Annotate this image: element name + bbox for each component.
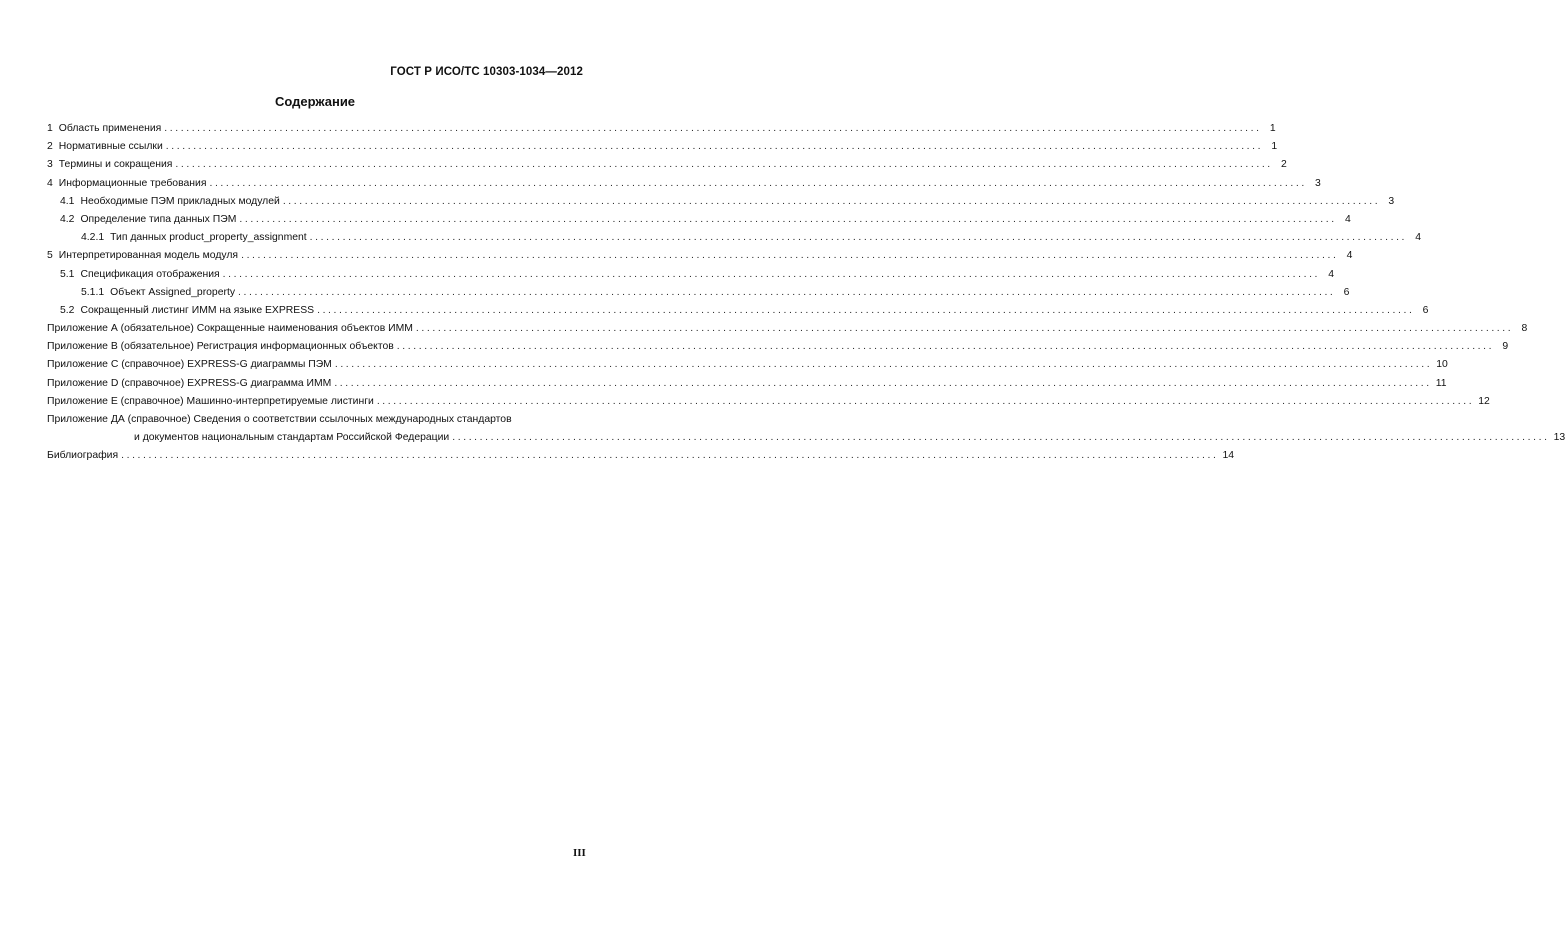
- document-code: ГОСТ Р ИСО/ТС 10303-1034—2012: [390, 66, 583, 78]
- toc-entry-label: Приложение D (справочное) EXPRESS-G диаграмма ИММ: [47, 377, 332, 389]
- toc-entry-label: Тип данных product_property_assignment: [110, 232, 307, 244]
- toc-entry-label: Приложение А (обязательное) Сокращенные наименования объектов ИММ: [47, 323, 413, 335]
- page-number: III: [573, 847, 586, 859]
- toc-entry-bibliography[interactable]: [47, 448, 1235, 466]
- toc-leader: ........................................................................................................................................................................................................: [239, 213, 1337, 225]
- toc-entry-appendix-c[interactable]: [47, 357, 1448, 375]
- toc-leader: ........................................................................................................................................................................................................: [309, 232, 1408, 244]
- toc-entry-number: 4.1: [60, 195, 75, 207]
- toc-leader: ........................................................................................................................................................................................................: [334, 359, 1433, 371]
- toc-entry-page: 14: [1222, 450, 1235, 461]
- toc-entry-label: Интерпретированная модель модуля: [58, 250, 239, 262]
- toc-leader: ........................................................................................................................................................................................................: [376, 395, 1475, 407]
- toc-entry-label: Определение типа данных ПЭМ: [80, 213, 237, 225]
- toc-entry[interactable]: [47, 267, 1335, 285]
- toc-entry-number: 5.1: [60, 268, 75, 280]
- toc-entry-appendix-d[interactable]: [47, 376, 1447, 394]
- toc-entry[interactable]: [47, 212, 1351, 230]
- toc-entry-appendix-e[interactable]: [47, 394, 1490, 412]
- toc-entry-appendix-a[interactable]: [47, 321, 1528, 339]
- toc-entry-number: 4.2.1: [81, 232, 105, 244]
- toc-entry-page: 9: [1502, 341, 1509, 353]
- toc-leader: ........................................................................................................................................................................................................: [222, 268, 1321, 280]
- toc-entry-label: Сокращенный листинг ИММ на языке EXPRESS: [80, 304, 315, 316]
- toc-leader: ........................................................................................................................................................................................................: [317, 304, 1415, 316]
- toc-leader: ........................................................................................................................................................................................................: [282, 195, 1381, 207]
- toc-entry-page: 1: [1269, 123, 1276, 134]
- toc-entry-page: 8: [1521, 323, 1528, 335]
- toc-leader: ........................................................................................................................................................................................................: [415, 323, 1514, 335]
- toc-leader: ........................................................................................................................................................................................................: [121, 450, 1219, 461]
- table-of-contents: [47, 121, 1565, 466]
- toc-entry-label: Термины и сокращения: [58, 159, 173, 171]
- toc-entry[interactable]: [47, 157, 1287, 175]
- toc-entry-number: 4: [47, 177, 53, 189]
- toc-entry-number: 3: [47, 159, 53, 171]
- toc-entry-page: 4: [1346, 250, 1353, 262]
- toc-entry-appendix-da[interactable]: [47, 412, 1565, 448]
- toc-entry-appendix-b[interactable]: [47, 339, 1509, 357]
- toc-leader: ........................................................................................................................................................................................................: [452, 432, 1550, 443]
- toc-entry-label: Приложение С (справочное) EXPRESS-G диаграммы ПЭМ: [47, 359, 332, 371]
- toc-entry[interactable]: [47, 121, 1276, 139]
- toc-entry-number: 5: [47, 250, 53, 262]
- toc-entry-page: 1: [1271, 141, 1278, 153]
- toc-entry-label: Объект Assigned_property: [110, 286, 236, 298]
- toc-leader: ........................................................................................................................................................................................................: [209, 177, 1307, 189]
- toc-entry-label: Необходимые ПЭМ прикладных модулей: [80, 195, 280, 207]
- toc-entry-number: 1: [47, 123, 53, 134]
- toc-entry-number: 4.2: [60, 213, 75, 225]
- toc-entry-page: 4: [1344, 213, 1351, 225]
- toc-entry-page: 4: [1415, 232, 1422, 244]
- toc-entry[interactable]: [47, 285, 1350, 303]
- toc-entry[interactable]: [47, 230, 1422, 248]
- toc-leader: ........................................................................................................................................................................................................: [334, 377, 1432, 389]
- toc-entry[interactable]: [47, 303, 1429, 321]
- toc-entry[interactable]: [47, 176, 1321, 194]
- toc-entry[interactable]: [47, 248, 1353, 266]
- toc-entry-page: 4: [1328, 268, 1335, 280]
- page-title: Содержание: [274, 94, 356, 109]
- toc-entry-label: Область применения: [58, 123, 162, 134]
- toc-leader: ........................................................................................................................................................................................................: [241, 250, 1339, 262]
- toc-entry-page: 10: [1436, 359, 1448, 371]
- toc-entry[interactable]: [47, 194, 1395, 212]
- toc-entry-label-line1: Приложение ДА (справочное) Сведения о соответствии ссылочных международных стандартов: [47, 414, 512, 425]
- toc-entry-number: 5.2: [60, 304, 75, 316]
- toc-entry-page: 11: [1435, 377, 1447, 389]
- toc-entry-page: 13: [1553, 432, 1565, 443]
- toc-entry-number: 2: [47, 141, 53, 153]
- toc-entry-label: Приложение Е (справочное) Машинно-интерпретируемые листинги: [47, 395, 374, 407]
- toc-entry-page: 3: [1315, 177, 1321, 189]
- toc-entry-page: 12: [1478, 395, 1490, 407]
- toc-entry-page: 3: [1388, 195, 1395, 207]
- toc-entry-page: 6: [1343, 286, 1350, 298]
- toc-leader: ........................................................................................................................................................................................................: [238, 286, 1336, 298]
- toc-leader: ........................................................................................................................................................................................................: [164, 123, 1262, 134]
- toc-entry-label: Спецификация отображения: [80, 268, 220, 280]
- toc-entry-label: и документов национальным стандартам Российской Федерации: [134, 432, 450, 443]
- toc-leader: ........................................................................................................................................................................................................: [396, 341, 1495, 353]
- toc-entry-label: Приложение В (обязательное) Регистрация информационных объектов: [47, 341, 394, 353]
- toc-entry[interactable]: [47, 139, 1278, 157]
- toc-leader: ........................................................................................................................................................................................................: [165, 141, 1264, 153]
- toc-entry-label: Библиография: [47, 450, 119, 461]
- toc-leader: ........................................................................................................................................................................................................: [175, 159, 1273, 171]
- toc-entry-number: 5.1.1: [81, 286, 105, 298]
- toc-entry-page: 2: [1281, 159, 1287, 171]
- toc-entry-label: Нормативные ссылки: [58, 141, 163, 153]
- toc-entry-page: 6: [1422, 304, 1429, 316]
- toc-entry-label: Информационные требования: [58, 177, 207, 189]
